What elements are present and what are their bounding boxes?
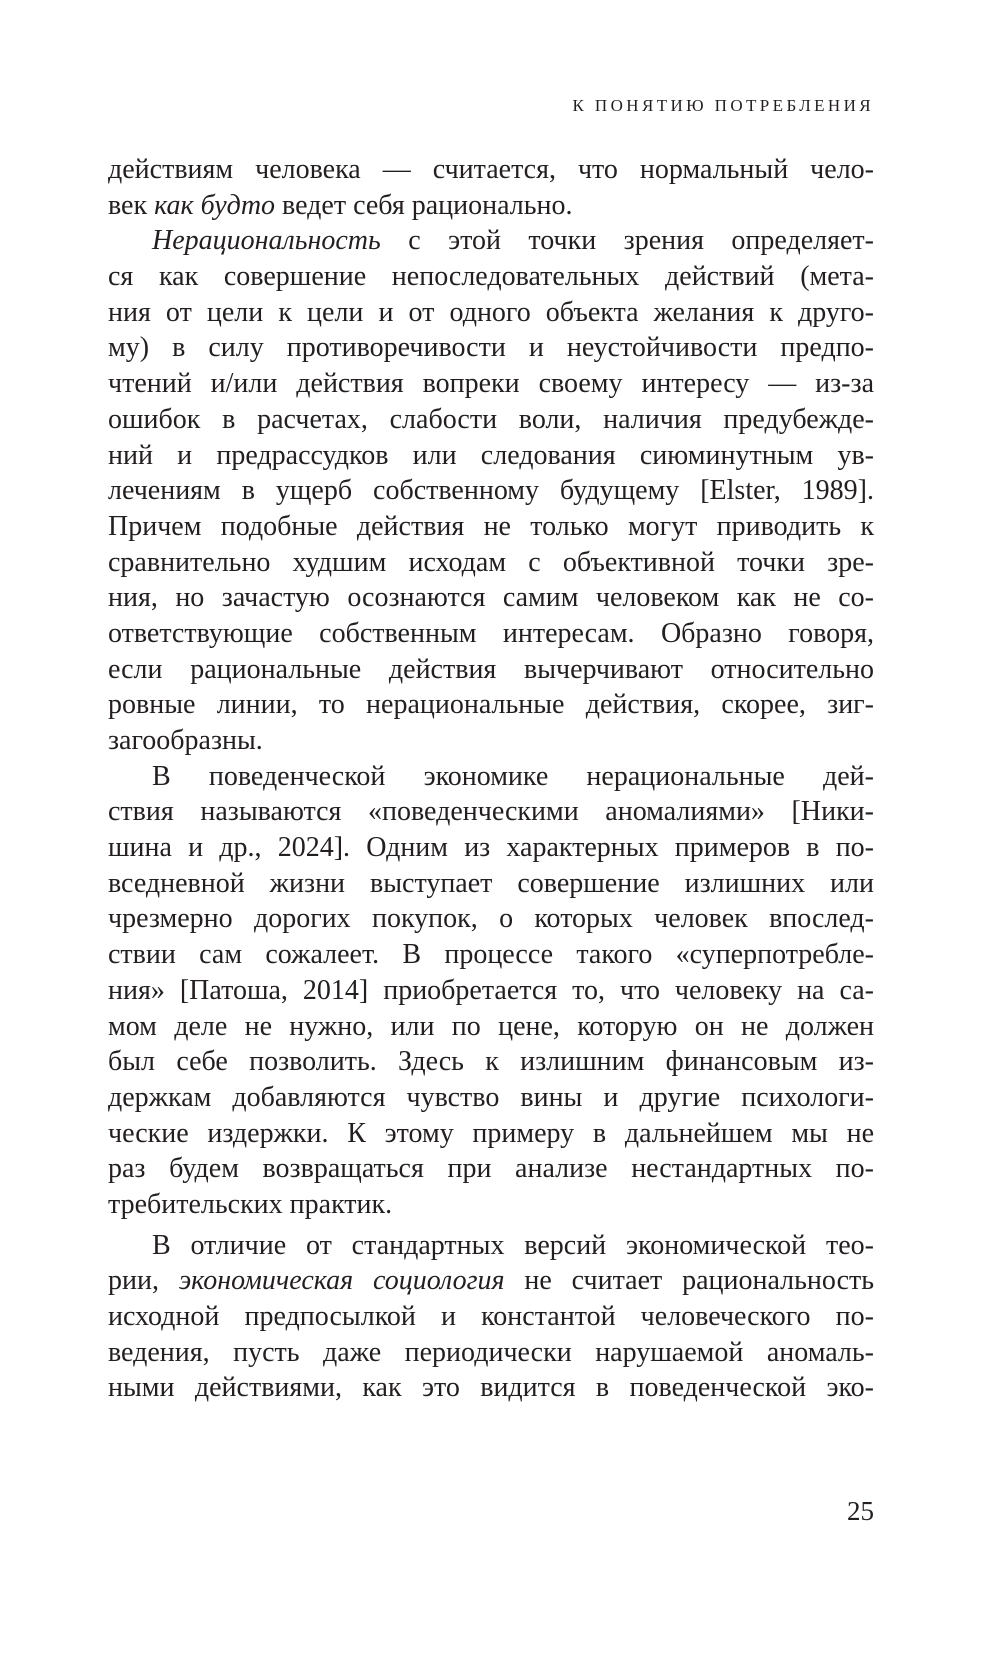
text-line: В поведенческой экономике нерациональные дей- [152, 760, 874, 792]
text-line: ровные линии, то нерациональные действия, скорее, зиг- [108, 689, 874, 721]
text-line: ния» [Патоша, 2014] приобретается то, что человеку на са- [108, 974, 874, 1006]
text-line: требительских практик. [108, 1188, 393, 1220]
text-line: раз будем возвращаться при анализе нестандартных по- [108, 1153, 874, 1185]
emphasis: Нерациональность [152, 225, 381, 257]
text-line: чрезмерно дорогих покупок, о которых человек впослед- [108, 903, 874, 935]
text-line: ческие издержки. К этому примеру в дальнейшем мы не [108, 1117, 874, 1149]
text-line: был себе позволить. Здесь к излишним финансовым из- [108, 1046, 874, 1078]
text-line: сравнительно худшим исходам с объективной точки зре- [108, 546, 874, 578]
text-line: вседневной жизни выступает совершение излишних или [108, 867, 874, 899]
text-line: Причем подобные действия не только могут приводить к [108, 510, 874, 542]
text-line: век как будто ведет себя рационально. [108, 189, 573, 221]
text-line: ся как совершение непоследовательных действий (мета- [108, 261, 874, 293]
text-line: лечениям в ущерб собственному будущему [Elster, 1989]. [108, 475, 874, 507]
text-line: ствия называются «поведенческими аномалиями» [Ники- [108, 796, 874, 828]
text-line: рии, экономическая социология не считает рациональность [108, 1265, 874, 1297]
text-line: ными действиями, как это видится в поведенческой эко- [108, 1372, 874, 1404]
page-number: 25 [847, 1496, 874, 1526]
body-text [108, 152, 874, 1406]
text-line: Нерациональность с этой точки зрения определяет- [152, 225, 874, 257]
text-line: ведения, пусть даже периодически нарушаемой аномаль- [108, 1336, 874, 1368]
emphasis: как будто [154, 189, 276, 221]
text-line: держкам добавляются чувство вины и другие психологи- [108, 1081, 874, 1113]
text-line: ошибок в расчетах, слабости воли, наличия предубежде- [108, 403, 874, 435]
text-line: если рациональные действия вычерчивают относительно [108, 653, 874, 685]
text-line: В отличие от стандартных версий экономической тео- [152, 1229, 874, 1261]
emphasis: экономическая социология [178, 1265, 505, 1297]
text-line: исходной предпосылкой и константой человеческого по- [108, 1301, 874, 1332]
text-line: действиям человека — считается, что нормальный чело- [108, 154, 874, 185]
text-line: му) в силу противоречивости и неустойчивости предпо- [108, 332, 874, 364]
running-head: К ПОНЯТИЮ ПОТРЕБЛЕНИЯ [572, 96, 874, 115]
text-line: чтений и/или действия вопреки своему интересу — из-за [108, 368, 874, 400]
text-line: ответствующие собственным интересам. Образно говоря, [108, 617, 874, 649]
text-line: ния от цели к цели и от одного объекта желания к друго- [108, 296, 874, 328]
text-line: мом деле не нужно, или по цене, которую он не должен [108, 1010, 874, 1042]
text-line: шина и др., 2024]. Одним из характерных примеров в по- [108, 832, 874, 864]
text-line: загообразны. [108, 725, 263, 756]
text-line: ствии сам сожалеет. В процессе такого «суперпотребле- [108, 939, 874, 971]
text-line: ний и предрассудков или следования сиюминутным ув- [108, 439, 874, 471]
text-line: ния, но зачастую осознаются самим человеком как не со- [108, 582, 874, 614]
